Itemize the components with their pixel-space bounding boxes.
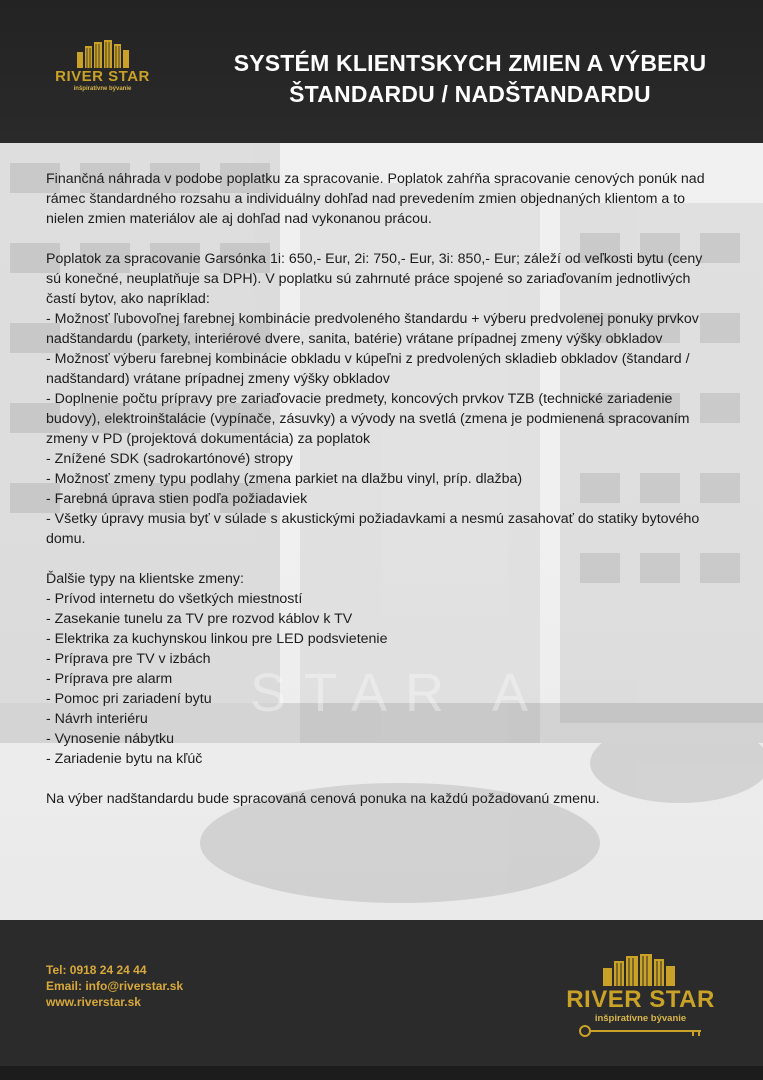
logo-tagline: inšpiratívne bývanie [73, 86, 132, 92]
other-item: - Vynosenie nábytku [46, 731, 175, 747]
fee-item: - Možnosť výberu farebnej kombinácie obkladu v kúpeľni z predvolených skladieb obkladov (štandard / nadštandard) vrátane prípadnej zmeny výšky obkladov [46, 351, 690, 387]
other-item: - Pomoc pri zariadení bytu [46, 691, 212, 707]
title-line-1: SYSTÉM KLIENTSKYCH ZMIEN A VÝBERU [233, 50, 707, 76]
key-icon [571, 1024, 711, 1038]
contact-website[interactable]: www.riverstar.sk [46, 995, 141, 1009]
title-line-2: ŠTANDARDU / NADŠTANDARDU [289, 81, 651, 107]
other-item: - Zariadenie bytu na kľúč [46, 751, 203, 767]
logo-brand: RIVER STAR [566, 986, 715, 1013]
contact-phone[interactable]: Tel: 0918 24 24 44 [46, 963, 147, 977]
footer-bottom-strip [0, 1066, 763, 1080]
page-title [190, 48, 750, 110]
fee-item: - Všetky úpravy musia byť v súlade s akustickými požiadavkami a nesmú zasahovať do statiky bytového domu. [46, 511, 700, 547]
other-item: - Príprava pre TV v izbách [46, 651, 211, 667]
fee-item: - Farebná úprava stien podľa požiadaviek [46, 491, 308, 507]
fee-item: - Znížené SDK (sadrokartónové) stropy [46, 451, 293, 467]
other-item: - Príprava pre alarm [46, 671, 173, 687]
fee-item: - Možnosť zmeny typu podlahy (zmena parkiet na dlažbu vinyl, príp. dlažba) [46, 471, 523, 487]
other-item: - Zasekanie tunelu za TV pre rozvod káblov k TV [46, 611, 353, 627]
background-sign-text: STAR A [250, 663, 547, 723]
other-item: - Prívod internetu do všetkých miestností [46, 591, 303, 607]
other-item: - Návrh interiéru [46, 711, 148, 727]
logo-tagline: inšpiratívne bývanie [594, 1013, 687, 1024]
fee-item: - Možnosť ľubovoľnej farebnej kombinácie predvoleného štandardu + výberu predvolenej ponuky prvkov nadštandardu (parkety, interiérové dvere, sanita, batérie) vrátane prípadnej zmeny výšky obkladov [46, 311, 699, 347]
fee-paragraph: Poplatok za spracovanie Garsónka 1i: 650,- Eur, 2i: 750,- Eur, 3i: 850,- Eur; záleží od veľkosti bytu (ceny sú konečné, neuplatňuje sa DPH). V poplatku sú zahrnuté práce spojené so zariaďovaním jednotlivých častí bytov, ako napríklad: [46, 251, 703, 307]
building-key-icon [581, 952, 701, 986]
intro-paragraph: Finančná náhrada v podobe poplatku za spracovanie. Poplatok zahŕňa spracovanie cenových ponúk nad rámec štandardného rozsahu a individuálny dohľad nad prevedením zmien objednaných klientom a to nielen zmien materiálov ale aj dohľad nad vykonanou prácou. [46, 171, 705, 227]
other-types-heading: Ďalšie typy na klientske zmeny: [46, 571, 244, 587]
fee-item: - Doplnenie počtu prípravy pre zariaďovacie predmety, koncových prvkov TZB (technické zariadenie budovy), elektroinštalácie (vypínače, zásuvky) a vývody na svetlá (zmena je podmienená spracovaním zmeny v PD (projektová dokumentácia) za poplatok [46, 391, 690, 447]
closing-paragraph: Na výber nadštandardu bude spracovaná cenová ponuka na každú požadovanú zmenu. [46, 791, 600, 807]
page-header [0, 0, 763, 143]
body-text [46, 169, 716, 809]
river-star-logo-footer [563, 952, 718, 1038]
contact-block [46, 962, 183, 1010]
other-item: - Elektrika za kuchynskou linkou pre LED podsvietenie [46, 631, 388, 647]
building-key-icon [63, 38, 143, 68]
content-area [0, 143, 763, 920]
contact-email[interactable]: Email: info@riverstar.sk [46, 979, 184, 993]
river-star-logo [55, 38, 150, 92]
logo-brand: RIVER STAR [55, 68, 150, 85]
